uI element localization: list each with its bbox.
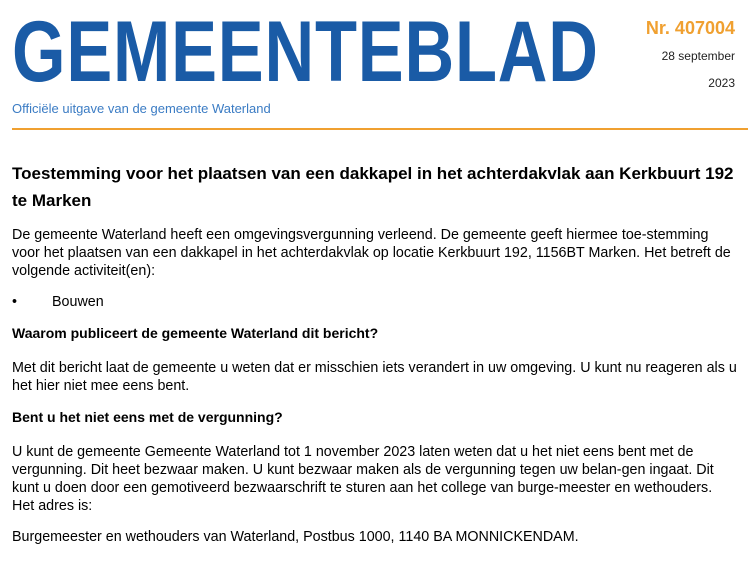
header-divider bbox=[12, 128, 748, 130]
section-paragraph-why: Met dit bericht laat de gemeente u weten dat er misschien iets verandert in uw omgeving. U kunt nu reageren als u het hier niet mee eens bent. bbox=[12, 360, 737, 394]
section-paragraph-objection: U kunt de gemeente Gemeente Waterland tot 1 november 2023 laten weten dat u het niet eens bent met de vergunning. Dit heet bezwaar maken. U kunt bezwaar maken als de vergunning tegen uw belan-gen ingaat. Dit kunt u doen door een gemotiveerd bezwaarschrift te sturen aan het college van burge-meester en wethouders. Het adres is: bbox=[12, 444, 714, 514]
article-title: Toestemming voor het plaatsen van een dakkapel in het achterdakvlak aan Kerkbuurt 192 te Marken bbox=[12, 164, 734, 210]
issue-number: Nr. 407004 bbox=[645, 18, 735, 38]
list-item bbox=[12, 293, 737, 311]
publication-subtitle: Officiële uitgave van de gemeente Waterland bbox=[12, 101, 271, 116]
bullet-icon: • bbox=[12, 294, 18, 310]
article-body bbox=[12, 160, 737, 559]
activity-label: Bouwen bbox=[52, 294, 104, 310]
address-paragraph: Burgemeester en wethouders van Waterland, Postbus 1000, 1140 BA MONNICKENDAM. bbox=[12, 529, 579, 545]
issue-year: 2023 bbox=[708, 76, 735, 90]
section-heading-why: Waarom publiceert de gemeente Waterland dit bericht? bbox=[12, 325, 379, 341]
masthead-title: GEMEENTEBLAD bbox=[12, 4, 599, 100]
issue-date: 28 september bbox=[661, 49, 735, 63]
intro-paragraph: De gemeente Waterland heeft een omgevingsvergunning verleend. De gemeente geeft hiermee toe-stemming voor het plaatsen van een dakkapel in het achterdakvlak op locatie Kerkbuurt 192, 1156BT Marken. Het betreft de volgende activiteit(en): bbox=[12, 227, 731, 279]
section-heading-objection: Bent u het niet eens met de vergunning? bbox=[12, 409, 283, 425]
